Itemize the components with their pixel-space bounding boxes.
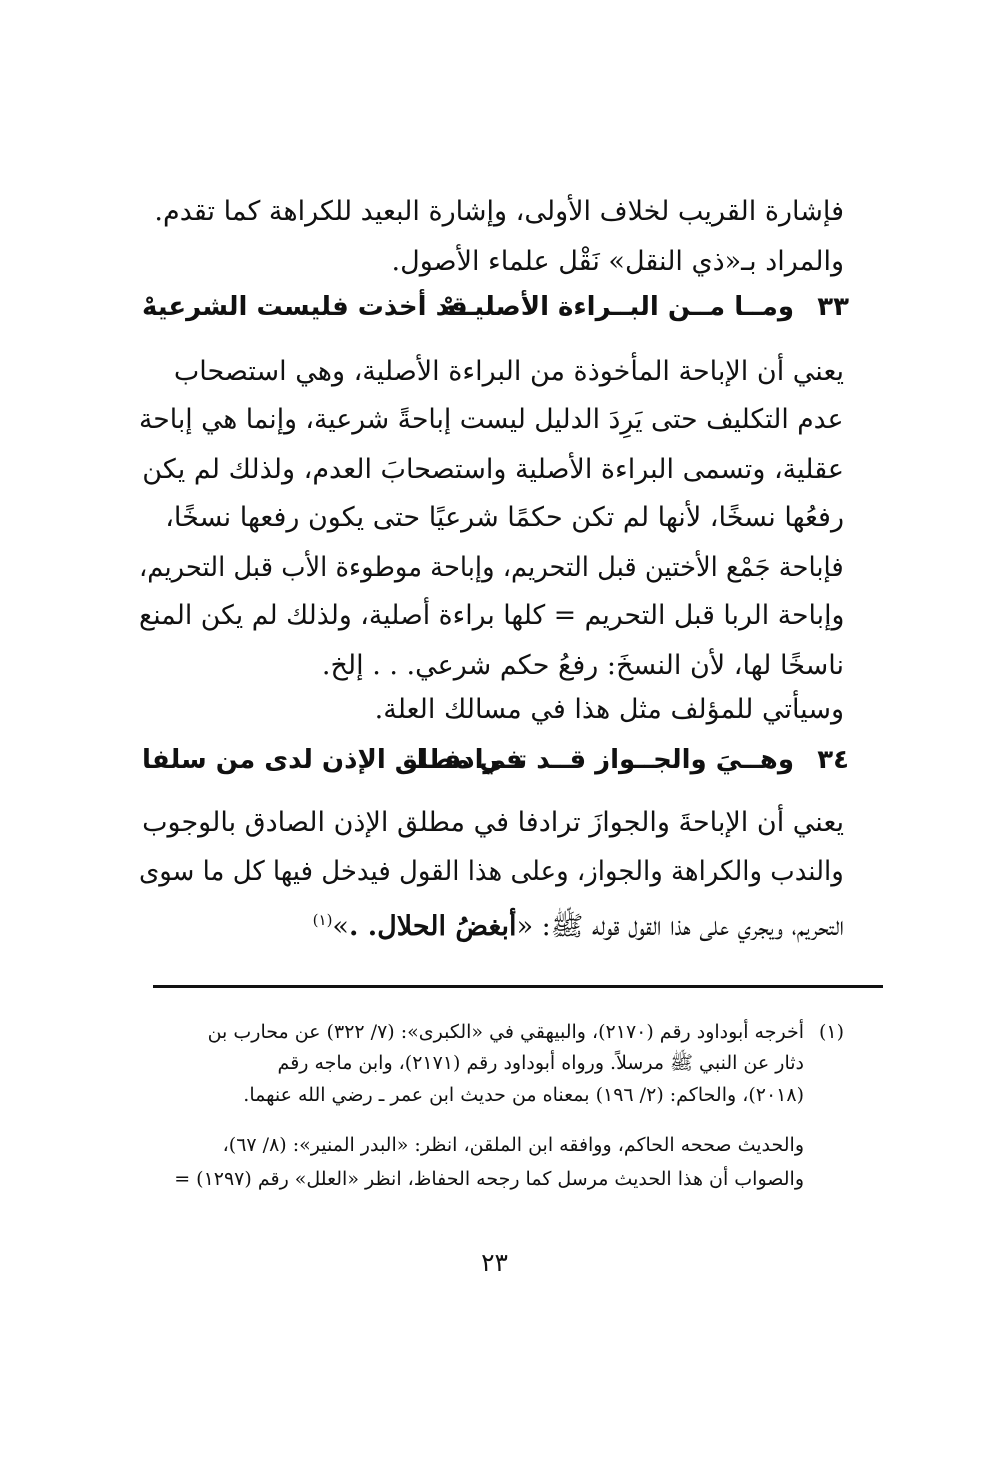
para34-line-3-text: التحريم، ويجري على هذا القول قوله ﷺ: «: [516, 911, 844, 942]
para34-line-3: [313, 900, 844, 947]
footnote-line-5: والصواب أن هذا الحديث مرسل كما رجحه الحفاظ، انظر «العلل» رقم (١٢٩٧) =: [174, 1168, 804, 1190]
page-number: ٢٣: [481, 1248, 508, 1277]
intro-line-1: فإشارة القريب لخلاف الأولى، وإشارة البعيد للكراهة كما تقدم.: [154, 196, 844, 227]
para34-line-2: والندب والكراهة والجواز، وعلى هذا القول فيدخل فيها كل ما سوى: [139, 856, 844, 887]
verse-hemistich-first: ومــا مــن البــراءة الأصليــهْ: [440, 292, 794, 322]
footnote-line-2: دثار عن النبي ﷺ مرسلاً. ورواه أبوداود رقم (٢١٧١)، وابن ماجه رقم: [277, 1052, 804, 1074]
footnote-line-4: والحديث صححه الحاكم، ووافقه ابن الملقن، انظر: «البدر المنير»: (٨/ ٦٧)،: [222, 1134, 804, 1156]
verse-number: ٣٣: [817, 292, 849, 322]
para34-line-1: يعني أن الإباحةَ والجوازَ ترادفا في مطلق الإذن الصادق بالوجوب: [142, 807, 844, 838]
verse-34: [142, 745, 849, 789]
para33-line-5: فإباحة جَمْع الأختين قبل التحريم، وإباحة موطوءة الأب قبل التحريم،: [139, 552, 844, 583]
para33-line-2: عدم التكليف حتى يَرِدَ الدليل ليست إباحةً شرعية، وإنما هي إباحة: [139, 404, 844, 435]
footnote-number: (١): [818, 1021, 844, 1043]
verse-number: ٣٤: [817, 745, 849, 775]
verse-hemistich-first: وهــيَ والجــواز قــد تــرادفــا: [416, 745, 794, 775]
verse-33: [142, 292, 849, 336]
verse-hemistich-second: في مطلق الإذن لدى من سلفا: [142, 745, 523, 775]
quote-close: »: [332, 911, 349, 942]
para33-line-6: وإباحة الربا قبل التحريم = كلها براءة أصلية، ولذلك لم يكن المنع: [138, 600, 844, 631]
para33-line-3: عقلية، وتسمى البراءة الأصلية واستصحابَ العدم، ولذلك لم يكن: [142, 454, 844, 485]
intro-line-2: والمراد بـ«ذي النقل» نَقْل علماء الأصول.: [391, 246, 844, 277]
hadith-quote: أبغضُ الحلال. .: [348, 911, 517, 942]
para33-line-4: رفعُها نسخًا، لأنها لم تكن حكمًا شرعيًا حتى يكون رفعها نسخًا،: [165, 502, 844, 533]
verse-hemistich-second: قد أخذت فليست الشرعيهْ: [142, 292, 468, 322]
para33-line-8: وسيأتي للمؤلف مثل هذا في مسالك العلة.: [374, 694, 844, 725]
footnote-separator: [153, 985, 883, 988]
para33-line-1: يعني أن الإباحة المأخوذة من البراءة الأصلية، وهي استصحاب: [173, 356, 844, 387]
footnote-ref: (١): [312, 911, 333, 929]
para33-line-7: ناسخًا لها، لأن النسخَ: رفعُ حكم شرعي. . . إلخ.: [321, 650, 844, 681]
footnote-line-3: (٢٠١٨)، والحاكم: (٢/ ١٩٦) بمعناه من حديث ابن عمر ـ رضي الله عنهما.: [243, 1084, 804, 1106]
footnote-line-1: أخرجه أبوداود رقم (٢١٧٠)، والبيهقي في «الكبرى»: (٧/ ٣٢٢) عن محارب بن: [207, 1021, 804, 1043]
